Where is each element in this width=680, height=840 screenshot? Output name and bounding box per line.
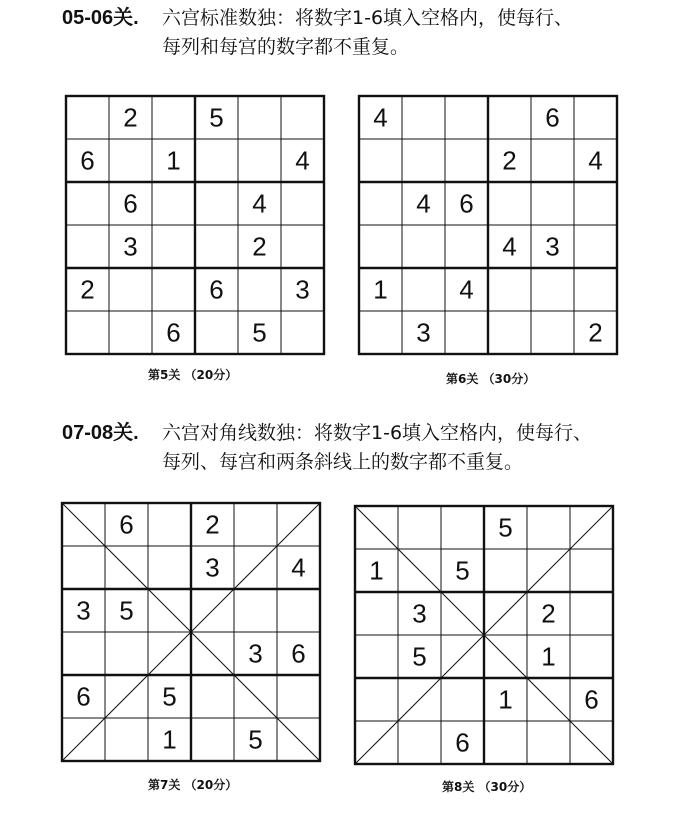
sudoku-grid xyxy=(62,503,320,761)
cell-given-digit: 3 xyxy=(295,274,310,305)
cell-given-digit: 4 xyxy=(373,102,388,133)
cell-given-digit: 4 xyxy=(502,231,517,262)
cell-given-digit: 5 xyxy=(248,724,263,755)
cell-given-digit: 6 xyxy=(123,188,138,219)
cell-given-digit: 6 xyxy=(455,727,470,758)
cell-given-digit: 3 xyxy=(76,595,91,626)
cell-given-digit: 2 xyxy=(252,231,267,262)
cell-given-digit: 2 xyxy=(502,145,517,176)
cell-given-digit: 3 xyxy=(123,231,138,262)
puzzle-caption-level-7: 第7关 （20分） xyxy=(148,778,238,792)
cell-given-digit: 5 xyxy=(455,555,470,586)
cell-given-digit: 5 xyxy=(209,102,224,133)
puzzle-caption-level-5: 第5关 （20分） xyxy=(148,368,238,382)
cell-given-digit: 6 xyxy=(166,317,181,348)
section-header-05-06 xyxy=(62,4,573,62)
cell-given-digit: 3 xyxy=(205,552,220,583)
cell-given-digit: 1 xyxy=(541,641,556,672)
cell-given-digit: 6 xyxy=(119,509,134,540)
sudoku-grid xyxy=(66,96,324,354)
cell-given-digit: 2 xyxy=(205,509,220,540)
cell-given-digit: 4 xyxy=(459,274,474,305)
cell-given-digit: 1 xyxy=(369,555,384,586)
cell-given-digit: 4 xyxy=(588,145,603,176)
cell-given-digit: 6 xyxy=(459,188,474,219)
cell-given-digit: 5 xyxy=(162,681,177,712)
cell-given-digit: 4 xyxy=(252,188,267,219)
cell-given-digit: 6 xyxy=(545,102,560,133)
cell-given-digit: 5 xyxy=(498,512,513,543)
cell-given-digit: 6 xyxy=(584,684,599,715)
cell-given-digit: 1 xyxy=(498,684,513,715)
cell-given-digit: 3 xyxy=(248,638,263,669)
cell-given-digit: 6 xyxy=(291,638,306,669)
cell-given-digit: 1 xyxy=(373,274,388,305)
cell-given-digit: 6 xyxy=(76,681,91,712)
cell-given-digit: 4 xyxy=(291,552,306,583)
cell-given-digit: 3 xyxy=(416,317,431,348)
section-instruction-line1: 六宫对角线数独：将数字1-6填入空格内，使每行、 xyxy=(162,422,593,444)
cell-given-digit: 5 xyxy=(119,595,134,626)
cell-given-digit: 4 xyxy=(416,188,431,219)
cell-given-digit: 1 xyxy=(166,145,181,176)
puzzle-caption-level-8: 第8关 （30分） xyxy=(442,780,532,794)
cell-given-digit: 5 xyxy=(252,317,267,348)
section-instruction-line2: 每列、每宫和两条斜线上的数字都不重复。 xyxy=(162,451,524,473)
cell-given-digit: 3 xyxy=(412,598,427,629)
cell-given-digit: 1 xyxy=(162,724,177,755)
sudoku-grid xyxy=(355,506,613,764)
section-code: 05-06关. xyxy=(62,7,139,29)
section-header-07-08 xyxy=(62,419,592,477)
cell-given-digit: 6 xyxy=(80,145,95,176)
sudoku-grid xyxy=(359,96,617,354)
section-code: 07-08关. xyxy=(62,422,139,444)
section-instruction-line1: 六宫标准数独：将数字1-6填入空格内，使每行、 xyxy=(162,7,574,29)
cell-given-digit: 6 xyxy=(209,274,224,305)
cell-given-digit: 5 xyxy=(412,641,427,672)
cell-given-digit: 4 xyxy=(295,145,310,176)
cell-given-digit: 2 xyxy=(123,102,138,133)
section-instruction-line2: 每列和每宫的数字都不重复。 xyxy=(162,36,410,58)
cell-given-digit: 3 xyxy=(545,231,560,262)
cell-given-digit: 2 xyxy=(80,274,95,305)
puzzle-caption-level-6: 第6关 （30分） xyxy=(446,372,536,386)
cell-given-digit: 2 xyxy=(588,317,603,348)
cell-given-digit: 2 xyxy=(541,598,556,629)
